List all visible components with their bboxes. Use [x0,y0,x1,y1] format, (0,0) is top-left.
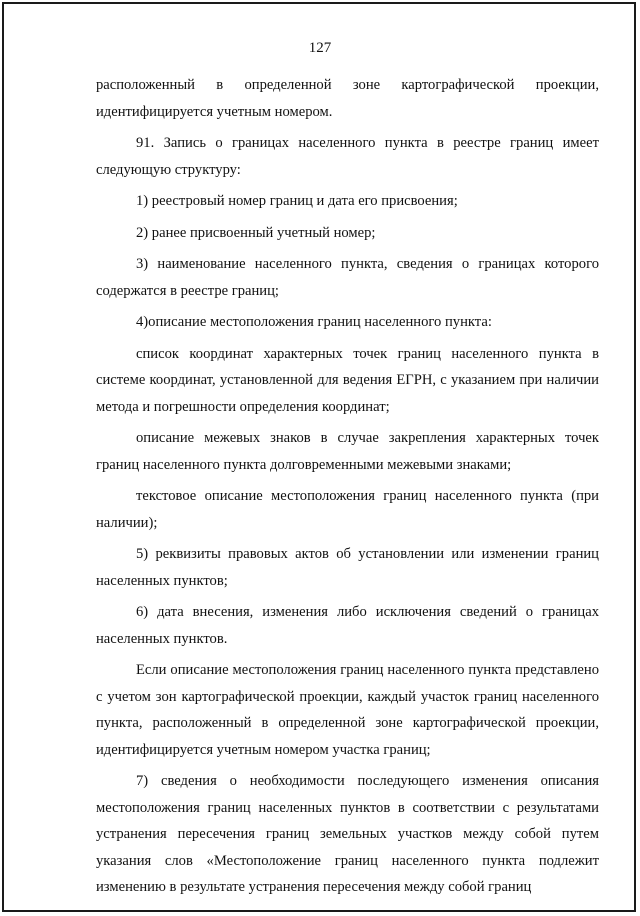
item-4: 4)описание местоположения границ населенного пункта: [136,314,492,330]
paragraph-1: расположенный в определенной зоне картографической проекции, идентифицируется учетным номером. [96,77,599,120]
item-7: 7) сведения о необходимости последующего изменения описания местоположения границ населенных пунктов в соответствии с результатами устранения пересечения границ земельных участков между собой путем указания слов «Местоположение границ населенного пункта подлежит изменению в результате устранения пересечения между собой границ [96,773,599,895]
item-4-text-description: текстовое описание местоположения границ населенного пункта (при наличии); [96,488,599,531]
item-4-coordinates: список координат характерных точек границ населенного пункта в системе координат, установленной для ведения ЕГРН, с указанием при наличии метода и погрешности определения координат; [96,345,599,415]
page-number: 127 [308,40,332,56]
item-5: 5) реквизиты правовых актов об установлении или изменении границ населенных пунктов; [96,546,599,589]
paragraph-91-intro: 91. Запись о границах населенного пункта в реестре границ имеет следующую структуру: [96,135,599,178]
item-6: 6) дата внесения, изменения либо исключения сведений о границах населенных пунктов. [96,604,599,647]
document-body [96,72,599,901]
item-3: 3) наименование населенного пункта, сведения о границах которого содержатся в реестре границ; [96,256,599,299]
item-4-markers: описание межевых знаков в случае закрепления характерных точек границ населенного пункта долговременными межевыми знаками; [96,430,599,473]
item-1: 1) реестровый номер границ и дата его присвоения; [136,193,458,209]
paragraph-projection-zones: Если описание местоположения границ населенного пункта представлено с учетом зон картографической проекции, каждый участок границ населенного пункта, расположенный в определенной зоне картографической проекции, идентифицируется учетным номером участка границ; [96,662,599,758]
item-2: 2) ранее присвоенный учетный номер; [136,224,376,241]
